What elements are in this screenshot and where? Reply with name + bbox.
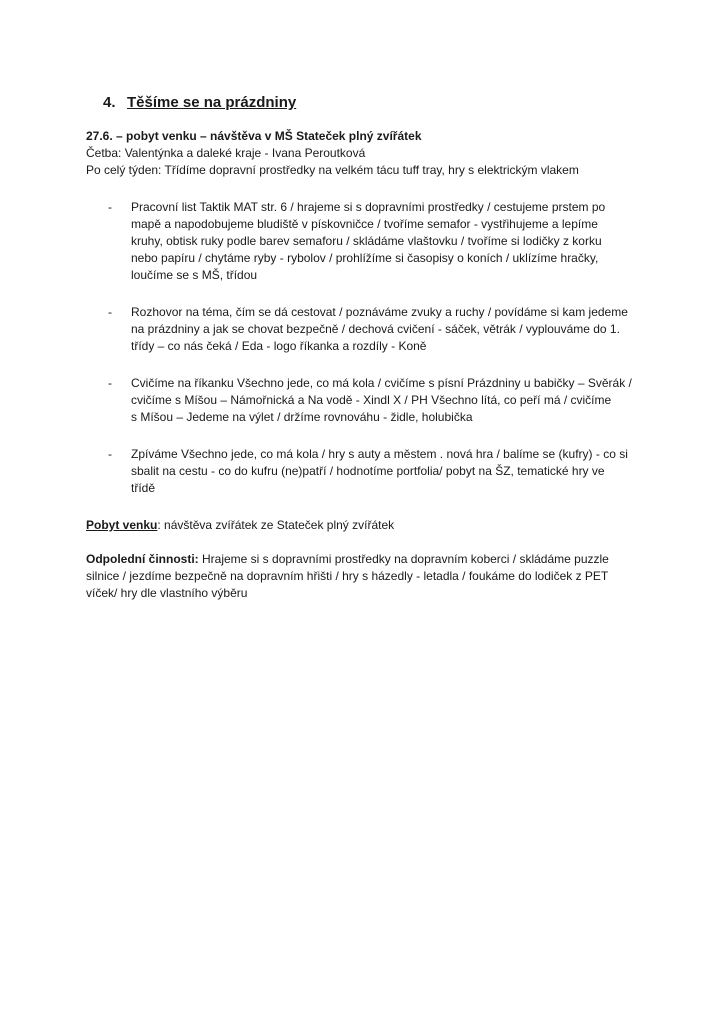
outdoor-text: : návštěva zvířátek ze Stateček plný zvířátek [157,518,395,532]
activity-line: na prázdniny a jak se chovat bezpečně / dechová cvičení - sáček, větrák / vyplouváme do 1. [131,322,620,336]
activity-item-conversation [86,304,646,355]
activity-line: Rozhovor na téma, čím se dá cestovat / poznáváme zvuky a ruchy / povídáme si kam jedeme [131,305,628,319]
activity-line: třídě [131,481,156,495]
bullet-dash: - [108,200,112,214]
reading-line: Četba: Valentýnka a daleké kraje - Ivana Peroutková [86,146,366,160]
activity-item-singing [86,446,646,497]
activity-item-worksheet [86,199,646,284]
section-title: Těšíme se na prázdniny [127,94,297,111]
afternoon-paragraph [86,551,646,602]
activity-line: s Míšou – Jedeme na výlet / držíme rovnováhu - židle, holubička [131,410,473,424]
bullet-dash: - [108,305,112,319]
day-heading: 27.6. – pobyt venku – návštěva v MŠ Stateček plný zvířátek [86,129,422,143]
activity-line: Cvičíme na říkanku Všechno jede, co má kola / cvičíme s písní Prázdniny u babičky – Svěrák / [131,376,632,390]
activity-line: loučíme se s MŠ, třídou [131,268,258,282]
activity-line: kruhy, obtisk ruky podle barev semaforu / skládáme vlaštovku / tvoříme si lodičky z korku [131,234,602,248]
document-body [86,128,646,619]
afternoon-label: Odpolední činnosti: [86,552,199,566]
activity-line: třídy – co nás čeká / Eda - logo říkanka a rozdíly - Koně [131,339,427,353]
activity-list [86,199,646,497]
bullet-dash: - [108,376,112,390]
activity-line: nebo papíru / chytáme ryby - rybolov / prohlížíme si časopisy o koních / uklízíme hračky, [131,251,599,265]
afternoon-line: silnice / jezdíme bezpečně na dopravním hřišti / hry s házedly - letadla / foukáme do lodiček z PET [86,569,609,583]
afternoon-text: Hrajeme si s dopravními prostředky na dopravním koberci / skládáme puzzle [198,552,609,566]
afternoon-first-line [86,551,646,568]
section-heading [103,94,296,111]
activity-item-exercise [86,375,646,426]
activity-line: Pracovní list Taktik MAT str. 6 / hrajeme si s dopravními prostředky / cestujeme prstem po [131,200,606,214]
outdoor-label: Pobyt venku [86,518,158,532]
bullet-dash: - [108,447,112,461]
week-activity-line: Po celý týden: Třídíme dopravní prostředky na velkém tácu tuff tray, hry s elektrickým vlakem [86,163,579,177]
activity-line: mapě a napodobujeme bludiště v pískovničce / tvoříme semafor - vystřihujeme a lepíme [131,217,598,231]
activity-line: cvičíme s Míšou – Námořnická a Na vodě - Xindl X / PH Všechno lítá, co peří má / cvičíme [131,393,612,407]
outdoor-paragraph [86,517,646,534]
afternoon-line: víček/ hry dle vlastního výběru [86,586,248,600]
section-number: 4. [103,94,116,111]
activity-line: sbalit na cestu - co do kufru (ne)patří / hodnotíme portfolia/ pobyt na ŠZ, tematické hry ve [131,464,605,478]
activity-line: Zpíváme Všechno jede, co má kola / hry s auty a městem . nová hra / balíme se (kufry) - co si [131,447,628,461]
